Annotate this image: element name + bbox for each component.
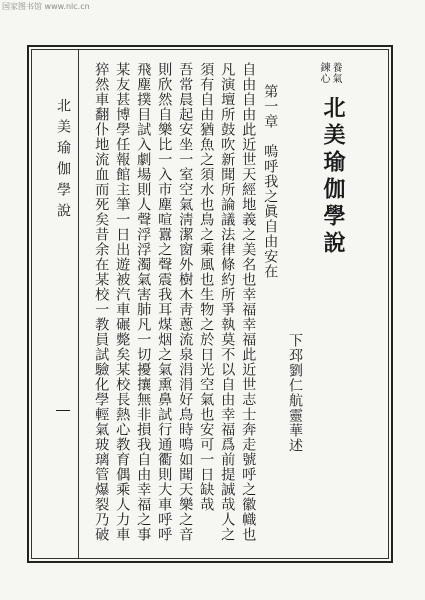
margin-divider: [78, 49, 79, 559]
text-column-1: 自由自由此近世天經地義之美名也幸福幸福此近世志士奔走號呼之徽幟也: [240, 62, 257, 542]
text-column-4: 吾常晨起安坐一室空氣淸潔窗外樹木靑蔥流泉涓涓好鳥時鳴如聞天樂之音: [177, 62, 194, 542]
text-column-5: 則欣然自樂比一入市塵喧囂之聲震我耳煤烟之氣熏鼻試行通衢則大車呼呼: [156, 62, 173, 542]
author-line: 下邳劉仁航靈華述: [287, 333, 303, 453]
text-column-3: 須有自由猶魚之須水也鳥之乘風也生物之於日光空氣也安可一日缺哉: [198, 62, 215, 512]
page-title: 北美瑜伽學說: [320, 96, 346, 258]
series-note-left: 鍊心: [318, 62, 329, 84]
chapter-heading: 第一章 嗚呼我之眞自由安在: [262, 84, 279, 279]
text-column-6: 飛塵撲目試入劇場則人聲浮浮濁氣害肺凡一切擾攘無非損我自由幸福之事: [135, 62, 152, 542]
page-number: [56, 410, 70, 411]
text-column-2: 凡演壇所鼓吹新聞所論議法律條約所爭執莫不以自由幸福爲前提誠哉人之: [219, 62, 236, 542]
margin-book-title: 北美瑜伽學說: [55, 98, 71, 224]
text-column-7: 某友甚博學任報館主筆一日出遊被汽車碾斃矣某校長熱心教育偶乘人力車: [114, 62, 131, 542]
series-note-right: 養氣: [330, 62, 341, 84]
text-column-8: 猝然車翻仆地流血而死矣昔余在某校一教員試驗化學輕氣玻璃管爆裂乃破: [93, 62, 110, 542]
scan-watermark: 国家图书馆 www.nlc.cn: [2, 2, 90, 11]
